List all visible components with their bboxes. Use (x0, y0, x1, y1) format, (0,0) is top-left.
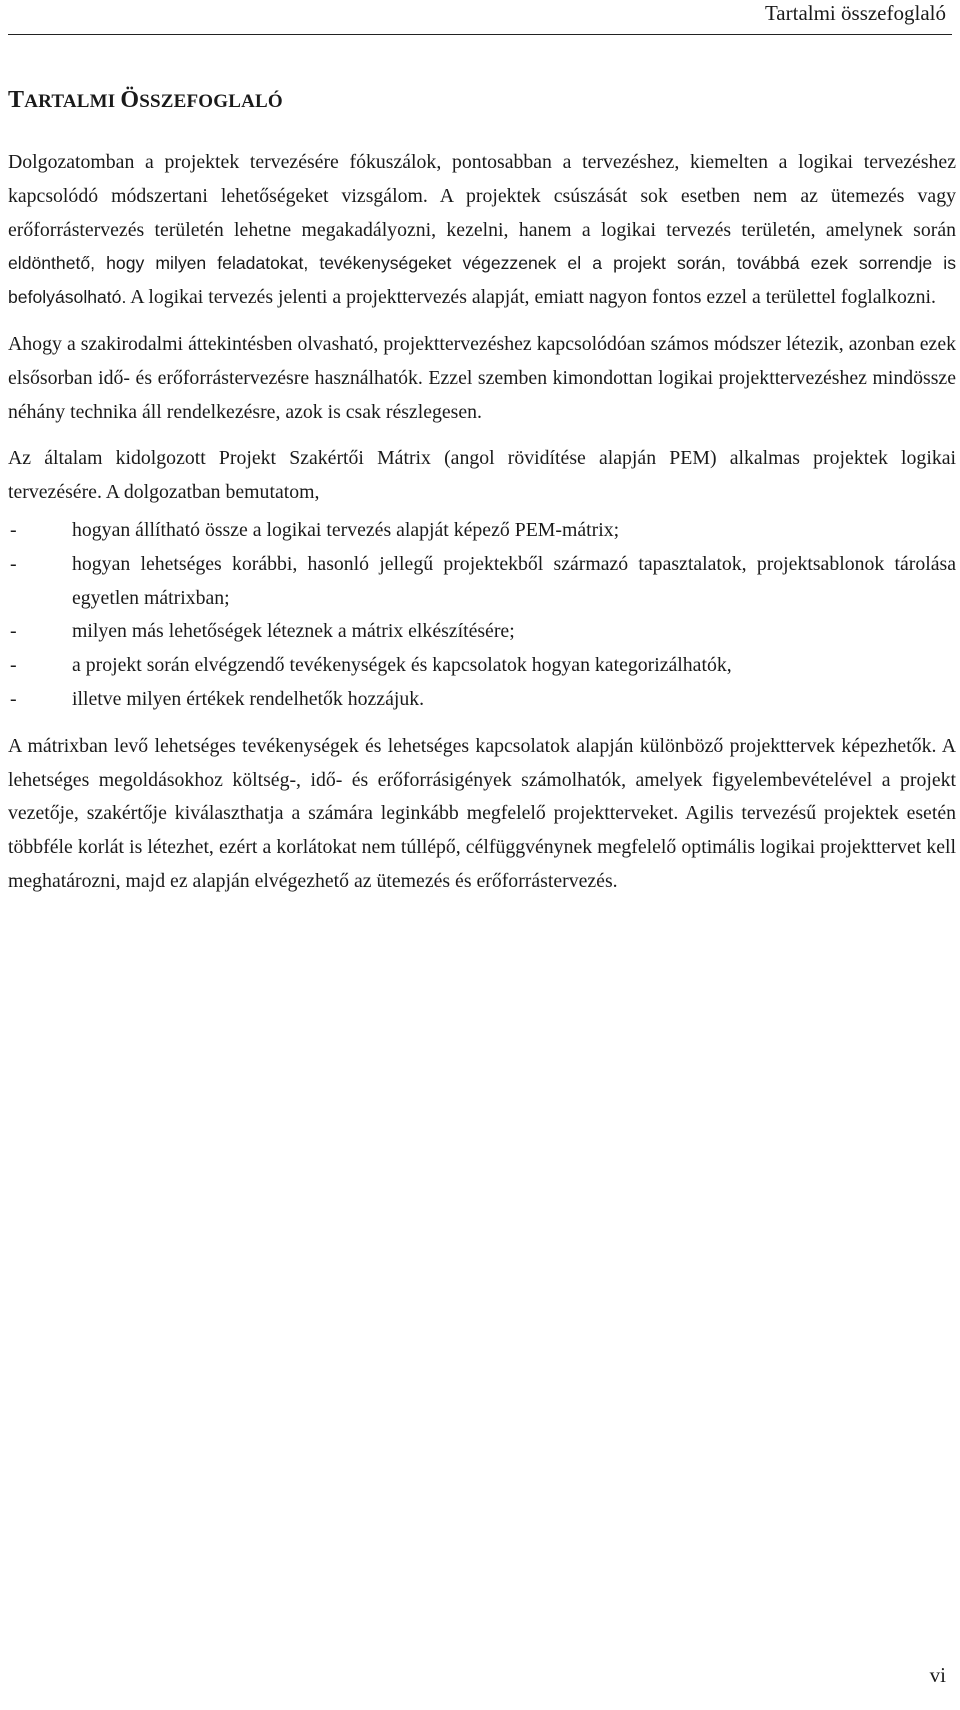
list-item (8, 683, 956, 717)
list-dash: - (10, 620, 17, 643)
paragraph-2: Ahogy a szakirodalmi áttekintésben olvasható, projekttervezéshez kapcsolódóan számos módszer létezik, azonban ezek elsősorban idő- és erőforrástervezésre használhatók. Ezzel szemben kimondottan logikai projekttervezéshez mindössze néhány technika áll rendelkezésre, azok is csak részlegesen. (8, 332, 956, 423)
list-item (8, 615, 956, 649)
list-item-text: milyen más lehetőségek léteznek a mátrix elkészítésére; (72, 620, 515, 643)
list-dash: - (10, 687, 17, 710)
list-item (8, 514, 956, 548)
page-content (8, 84, 956, 912)
header-rule (8, 34, 952, 35)
list-item-text: illetve milyen értékek rendelhetők hozzájuk. (72, 687, 425, 710)
list-dash: - (10, 654, 17, 677)
paragraph-3: Az általam kidolgozott Projekt Szakértői Mátrix (angol rövidítése alapján PEM) alkalmas projektek logikai tervezésére. A dolgozatban bemutatom, (8, 447, 956, 504)
title-initial-t: T (8, 87, 25, 113)
list-dash: - (10, 552, 17, 575)
list-item-text: a projekt során elvégzendő tevékenységek és kapcsolatok hogyan kategorizálhatók, (72, 654, 732, 677)
paragraph-4: A mátrixban levő lehetséges tevékenységek és lehetséges kapcsolatok alapján különböző projekttervek képezhetők. A lehetséges megoldásokhoz költség-, idő- és erőforrásigények számolhatók, amelyek figyelembevételével a projekt vezetője, szakértője kiválaszthatja a számára leginkább megfelelő projektterveket. Agilis tervezésű projektek esetén többféle korlát is létezhet, ezért a korlátokat nem túllépő, célfüggvénynek megfelelő optimális logikai projekttervet kell meghatározni, majd ez alapján elvégezhető az ütemezés és erőforrástervezés. (8, 734, 956, 892)
page-number: vi (929, 1663, 946, 1687)
title-initial-o: Ö (120, 87, 140, 113)
paragraph-1-part-3: A logikai tervezés jelenti a projekttervezés alapját, emiatt nagyon fontos ezzel a területtel foglalkozni. (126, 286, 936, 309)
list-item (8, 649, 956, 683)
list-item (8, 548, 956, 616)
title-rest-1: ARTALMI (24, 91, 121, 112)
running-header: Tartalmi összefoglaló (764, 1, 946, 25)
list-item-text: hogyan lehetséges korábbi, hasonló jellegű projektekből származó tapasztalatok, projektsablonok tárolása egyetlen mátrixban; (72, 552, 956, 609)
list-item-text: hogyan állítható össze a logikai tervezés alapját képező PEM-mátrix; (72, 518, 620, 541)
paragraph-1-part-1: Dolgozatomban a projektek tervezésére fókuszálok, pontosabban a tervezéshez, kiemelten a logikai tervezéshez kapcsolódó módszertani lehetőségeket vizsgálom. A projektek csúszását sok esetben nem az ütemezés vagy erőforrástervezés területén lehetne megakadályozni, kezelni, hanem a logikai tervezés területén, amelynek során (8, 151, 956, 241)
section-title (8, 84, 956, 118)
title-rest-2: SSZEFOGLALÓ (139, 91, 283, 112)
bullet-list (8, 514, 956, 717)
paragraph-1 (8, 146, 956, 315)
list-dash: - (10, 518, 17, 541)
paragraph-1-part-2: eldönthető, hogy milyen feladatokat, tevékenységeket végezzenek el a projekt során, továbbá ezek sorrendje is befolyásolható. (8, 253, 956, 308)
